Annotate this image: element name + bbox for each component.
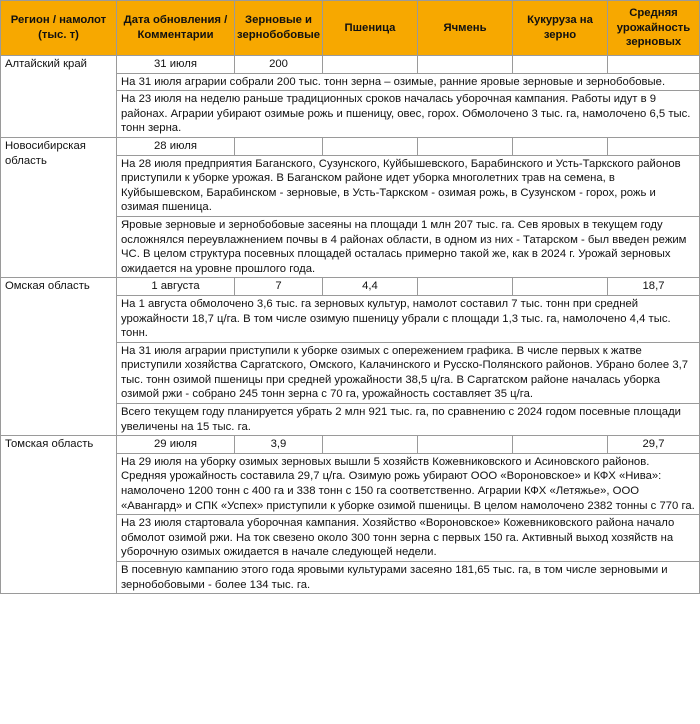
barley-value xyxy=(418,137,513,155)
grain-value xyxy=(235,137,323,155)
corn-value xyxy=(513,436,608,454)
comment-text: На 28 июля предприятия Баганского, Сузунского, Куйбышевского, Барабинского и Усть-Таркского районов приступили к уборке урожая. В Баганском районе идет уборка многолетних трав на семена, в Куйбышевском, Барабинском - зерновые, в Усть-Таркском - озимая рожь, в Сузунском - горох, рожь и озимая пшеница. xyxy=(117,155,700,216)
col-header-barley: Ячмень xyxy=(418,1,513,56)
col-header-wheat: Пшеница xyxy=(323,1,418,56)
grain-value: 200 xyxy=(235,56,323,74)
comment-text: На 31 июля аграрии приступили к уборке озимых с опережением графика. В числе первых к жатве приступили хозяйства Саргатского, Омского, Калачинского и Русско-Полянского районов. Убрано более 3,7 тыс. тонн озимой пшеницы при средней урожайности 38,5 ц/га. В Саргатском районе началась уборка озимой ржи - собрано 245 тонн зерна с 70 га, урожайность составляет 35 ц/га. xyxy=(117,342,700,403)
grain-value: 3,9 xyxy=(235,436,323,454)
comment-text: На 23 июля стартовала уборочная кампания. Хозяйство «Вороновское» Кожевниковского района начало обмолот озимой ржи. На ток свезено около 300 тонн зерна с первых 150 га. Активный выход хозяйств на уборочную озимых ожидается в начале следующей недели. xyxy=(117,515,700,562)
comment-text: На 1 августа обмолочено 3,6 тыс. га зерновых культур, намолот составил 7 тыс. тонн при средней урожайности 18,7 ц/га. В том числе озимую пшеницу убрали с площади 1,3 тыс. га, намолочено 4,4 тыс. тонн. xyxy=(117,295,700,342)
col-header-corn: Кукуруза на зерно xyxy=(513,1,608,56)
region-name: Алтайский край xyxy=(1,56,117,138)
yield-value xyxy=(608,137,700,155)
corn-value xyxy=(513,56,608,74)
update-date: 29 июля xyxy=(117,436,235,454)
comment-text: Яровые зерновые и зернобобовые засеяны на площади 1 млн 207 тыс. га. Сев яровых в текущем году осложнялся переувлажнением почвы в 4 районах области, в одном из них - Татарском - был введен режим ЧС. В целом структура посевных площадей осталась примерно такой же, как в 2024 г. Урожай зерновых ожидается на уровне прошлого года. xyxy=(117,216,700,277)
grain-value: 7 xyxy=(235,278,323,296)
region-name: Томская область xyxy=(1,436,117,594)
update-date: 1 августа xyxy=(117,278,235,296)
table-row xyxy=(1,278,700,296)
col-header-region: Регион / намолот (тыс. т) xyxy=(1,1,117,56)
comment-text: Всего текущем году планируется убрать 2 млн 921 тыс. га, по сравнению с 2024 годом посевные площади увеличены на 15 тыс. га. xyxy=(117,404,700,436)
wheat-value xyxy=(323,436,418,454)
yield-value: 18,7 xyxy=(608,278,700,296)
header-row xyxy=(1,1,700,56)
comment-text: На 31 июля аграрии собрали 200 тыс. тонн зерна – озимые, ранние яровые зерновые и зернобобовые. xyxy=(117,73,700,91)
col-header-date: Дата обновления /Комментарии xyxy=(117,1,235,56)
corn-value xyxy=(513,137,608,155)
comment-text: На 23 июля на неделю раньше традиционных сроков началась уборочная кампания. Работы идут в 9 районах. Аграрии убирают озимые рожь и пшеницу, овес, горох. Обмолочено 3 тыс. га, намолочено 6,5 тыс. тонн зерна. xyxy=(117,91,700,138)
region-name: Новосибирская область xyxy=(1,137,117,277)
update-date: 31 июля xyxy=(117,56,235,74)
update-date: 28 июля xyxy=(117,137,235,155)
yield-value: 29,7 xyxy=(608,436,700,454)
barley-value xyxy=(418,56,513,74)
table-row xyxy=(1,56,700,74)
table-row xyxy=(1,137,700,155)
wheat-value xyxy=(323,56,418,74)
barley-value xyxy=(418,436,513,454)
comment-text: На 29 июля на уборку озимых зерновых вышли 5 хозяйств Кожевниковского и Асиновского районов. Средняя урожайность составила 29,7 ц/га. Озимую рожь убирают ООО «Вороновское» и КФХ «Нива»: намолочено 1200 тонн с 400 га и 338 тонн с 150 га соответственно. Аграрии КФХ «Летяжье», ООО «Авангард» и СПК «Успех» приступили к уборке озимой пшеницы. В целом намолочено 2382 тонны с 770 га. xyxy=(117,453,700,514)
region-name: Омская область xyxy=(1,278,117,436)
corn-value xyxy=(513,278,608,296)
table-row xyxy=(1,436,700,454)
comment-text: В посевную кампанию этого года яровыми культурами засеяно 181,65 тыс. га, в том числе зерновыми и зернобобовыми - более 134 тыс. га. xyxy=(117,562,700,594)
wheat-value xyxy=(323,137,418,155)
yield-value xyxy=(608,56,700,74)
col-header-grain: Зерновые и зернобобовые xyxy=(235,1,323,56)
wheat-value: 4,4 xyxy=(323,278,418,296)
col-header-yield: Средняя урожайность зерновых xyxy=(608,1,700,56)
barley-value xyxy=(418,278,513,296)
